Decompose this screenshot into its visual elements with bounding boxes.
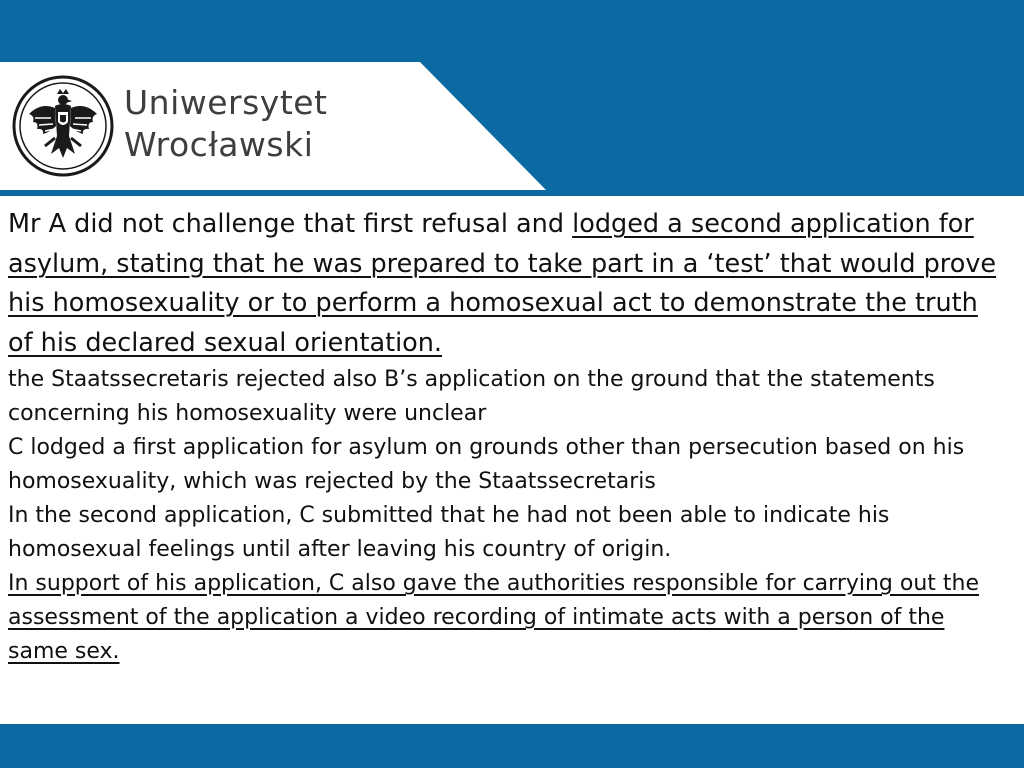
slide-body (8, 205, 1008, 669)
paragraph-mr-a (8, 205, 1008, 363)
university-name (124, 82, 328, 166)
paragraph-c-second: In the second application, C submitted that he had not been able to indicate his homosexual feelings until after leaving his country of origin. (8, 503, 890, 562)
paragraph-mr-a-text: Mr A did not challenge that first refusal and (8, 209, 573, 239)
university-name-line1: Uniwersytet (124, 83, 328, 122)
paragraph-b: the Staatssecretaris rejected also B’s application on the ground that the statements concerning his homosexuality were unclear (8, 367, 935, 426)
paragraph-c-support (8, 567, 1008, 669)
paragraph-mr-a-underlined: lodged a second application for asylum, stating that he was prepared to take part in a ‘test’ that would prove his homosexuality or to perform a homosexual act to demonstrate the truth of his declared sexual orientation. (8, 209, 997, 358)
university-name-line2: Wrocławski (124, 125, 314, 164)
paragraph-c-first: C lodged a first application for asylum on grounds other than persecution based on his homosexuality, which was rejected by the Staatssecretaris (8, 435, 965, 494)
university-eagle-seal-icon (11, 74, 115, 178)
paragraph-c-support-underlined: In support of his application, C also gave the authorities responsible for carrying out the assessment of the application a video recording of intimate acts with a person of the same sex. (8, 571, 980, 664)
